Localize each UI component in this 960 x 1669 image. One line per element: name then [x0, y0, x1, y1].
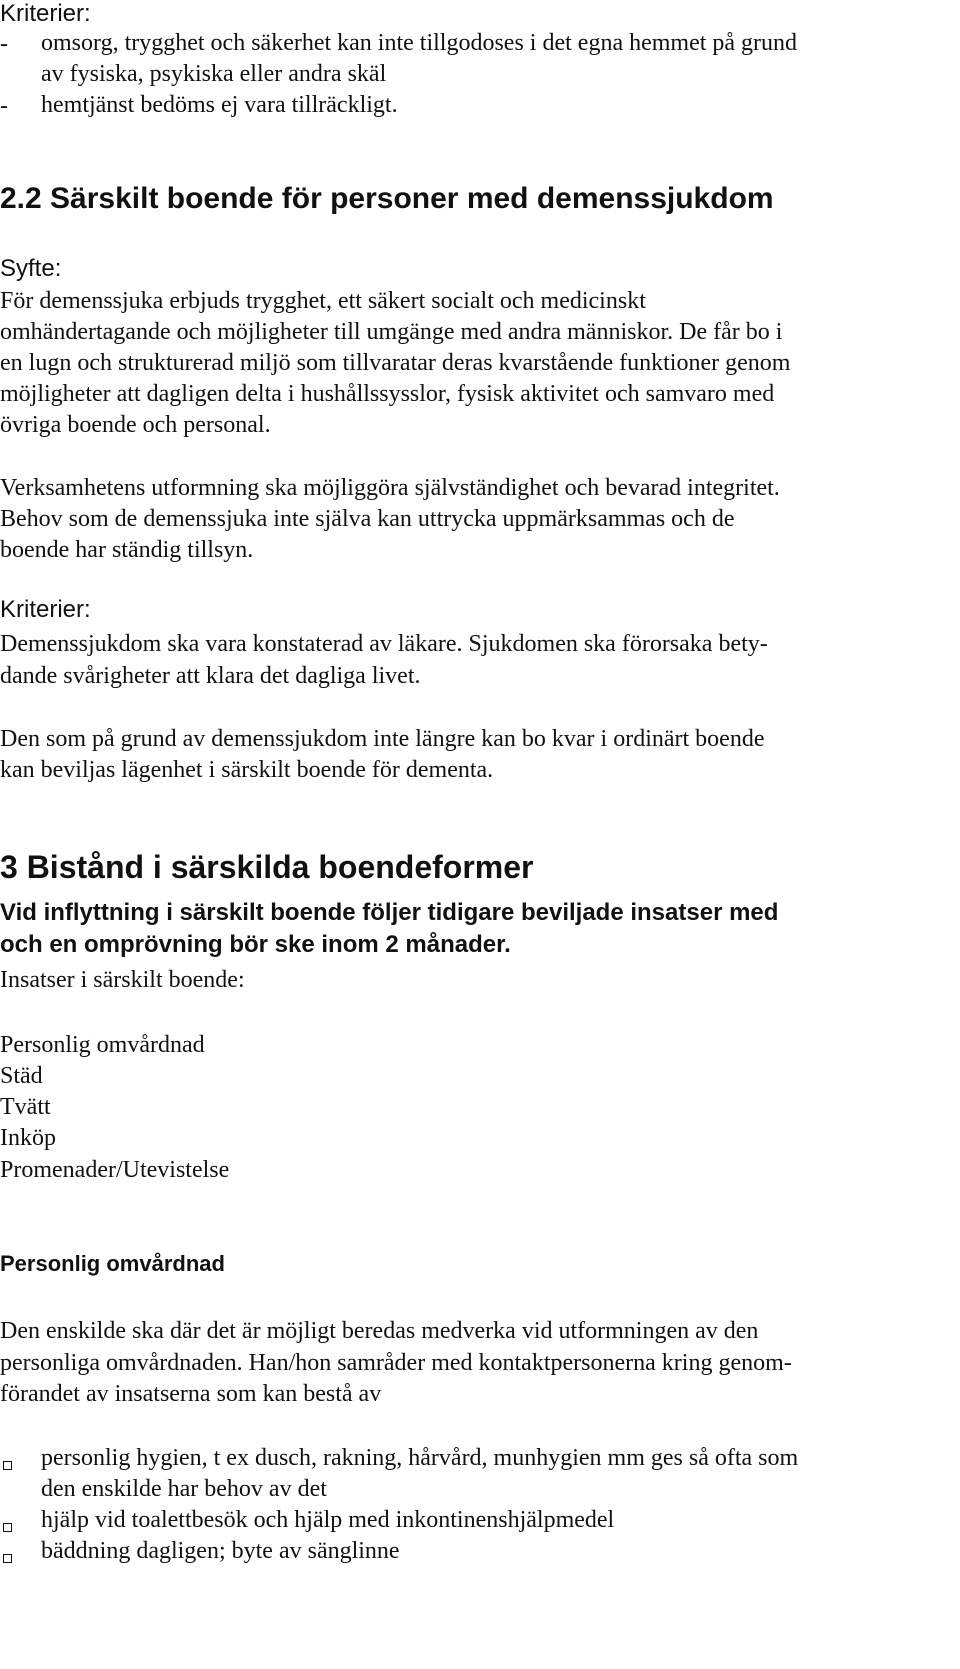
- paragraph-line: Den som på grund av demenssjukdom inte längre kan bo kvar i ordinärt boende: [0, 726, 765, 752]
- list-item: Inköp: [0, 1125, 56, 1151]
- purpose-line: möjligheter att dagligen delta i hushållssysslor, fysisk aktivitet och samvaro med: [0, 381, 775, 407]
- paragraph-line: kan beviljas lägenhet i särskilt boende för dementa.: [0, 757, 494, 783]
- purpose-line: omhändertagande och möjligheter till umgänge med andra människor. De får bo i: [0, 319, 783, 345]
- bullet-line: den enskilde har behov av det: [41, 1476, 327, 1502]
- criteria-item-line: av fysiska, psykiska eller andra skäl: [41, 61, 387, 87]
- paragraph-line: boende har ständig tillsyn.: [0, 537, 254, 563]
- section-heading: 2.2 Särskilt boende för personer med demenssjukdom: [0, 182, 774, 215]
- criteria-label: Kriterier:: [0, 596, 91, 623]
- bold-notice-line: Vid inflyttning i särskilt boende följer tidigare beviljade insatser med: [0, 899, 779, 926]
- bullet-line: personlig hygien, t ex dusch, rakning, hårvård, munhygien mm ges så ofta som: [41, 1445, 799, 1471]
- subsection-heading: Personlig omvårdnad: [0, 1251, 225, 1276]
- checkbox-bullet-icon: [3, 1461, 12, 1470]
- bullet-line: bäddning dagligen; byte av sänglinne: [41, 1538, 400, 1564]
- bold-notice-line: och en omprövning bör ske inom 2 månader.: [0, 931, 511, 958]
- checkbox-bullet-icon: [3, 1523, 12, 1532]
- list-item: Personlig omvårdnad: [0, 1032, 205, 1058]
- criteria-label: Kriterier:: [0, 0, 91, 27]
- purpose-line: övriga boende och personal.: [0, 412, 271, 438]
- paragraph-line: Verksamhetens utformning ska möjliggöra självständighet och bevarad integritet.: [0, 475, 780, 501]
- purpose-line: För demenssjuka erbjuds trygghet, ett säkert socialt och medicinskt: [0, 288, 646, 314]
- insatser-label: Insatser i särskilt boende:: [0, 967, 245, 993]
- purpose-line: en lugn och strukturerad miljö som tillvaratar deras kvarstående funktioner genom: [0, 350, 791, 376]
- list-item: Städ: [0, 1063, 43, 1089]
- paragraph-line: Den enskilde ska där det är möjligt beredas medverka vid utformningen av den: [0, 1318, 759, 1344]
- criteria-line: dande svårigheter att klara det dagliga livet.: [0, 663, 421, 689]
- paragraph-line: personliga omvårdnaden. Han/hon samråder med kontaktpersonerna kring genom-: [0, 1350, 792, 1376]
- criteria-line: Demenssjukdom ska vara konstaterad av läkare. Sjukdomen ska förorsaka bety-: [0, 631, 768, 657]
- section-heading: 3 Bistånd i särskilda boendeformer: [0, 849, 534, 885]
- criteria-item-line: hemtjänst bedöms ej vara tillräckligt.: [41, 92, 398, 118]
- paragraph-line: Behov som de demenssjuka inte själva kan uttrycka uppmärksammas och de: [0, 506, 735, 532]
- paragraph-line: förandet av insatserna som kan bestå av: [0, 1381, 382, 1407]
- dash-marker: -: [0, 93, 8, 119]
- bullet-line: hjälp vid toalettbesök och hjälp med inkontinenshjälpmedel: [41, 1507, 615, 1533]
- dash-marker: -: [0, 31, 8, 57]
- purpose-label: Syfte:: [0, 255, 62, 282]
- criteria-item-line: omsorg, trygghet och säkerhet kan inte tillgodoses i det egna hemmet på grund: [41, 30, 798, 56]
- list-item: Tvätt: [0, 1094, 51, 1120]
- checkbox-bullet-icon: [3, 1554, 12, 1563]
- list-item: Promenader/Utevistelse: [0, 1157, 230, 1183]
